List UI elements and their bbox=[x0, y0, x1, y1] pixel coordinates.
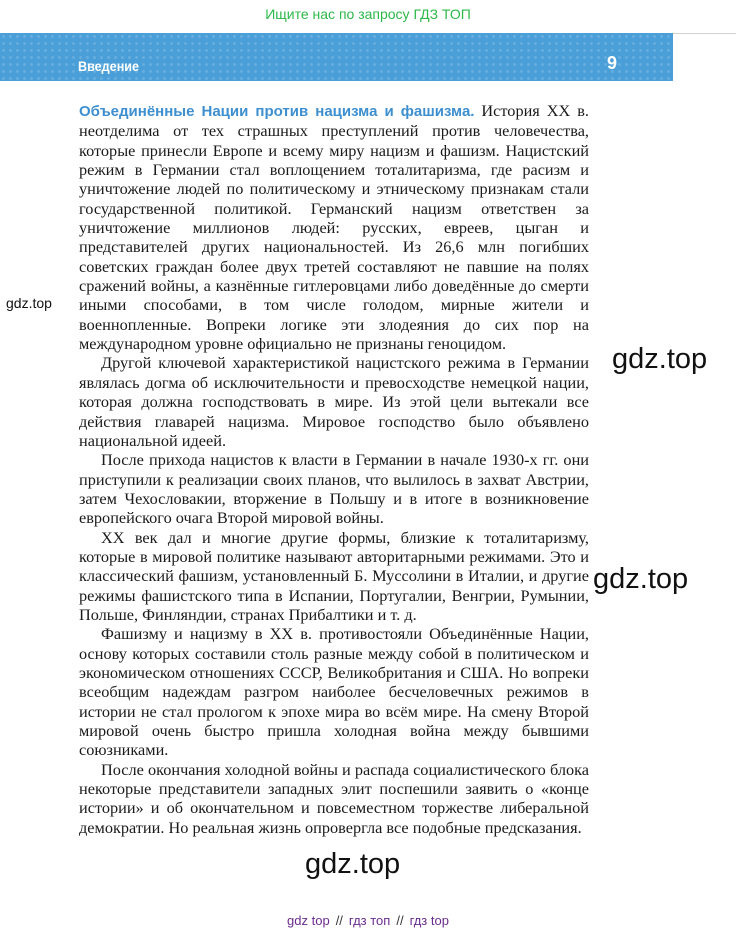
watermark: gdz.top bbox=[612, 343, 708, 375]
footer-separator: // bbox=[396, 913, 404, 928]
watermark: gdz.top bbox=[305, 848, 401, 880]
paragraph bbox=[79, 101, 589, 353]
watermark: gdz.top bbox=[6, 295, 52, 311]
search-hint-banner: Ищите нас по запросу ГДЗ ТОП bbox=[265, 6, 471, 22]
paragraph: Другой ключевой характеристикой нацистского режима в Германии являлась догма об исключительности и превосходстве немецкой нации, которая должна господствовать в мире. Из этой цели вытекали все действия главарей нацизма. Мировое господство было объявлено национальной идеей. bbox=[79, 353, 589, 450]
footer-link[interactable]: гдз top bbox=[409, 913, 449, 928]
paragraph: После прихода нацистов к власти в Германии в начале 1930-х гг. они приступили к реализации своих планов, что вылилось в захват Австрии, затем Чехословакии, вторжение в Польшу и в итоге в возникновение европейского очага Второй мировой войны. bbox=[79, 450, 589, 528]
footer-links bbox=[0, 913, 736, 928]
paragraph: XX век дал и многие другие формы, близкие к тоталитаризму, которые в мировой политике называют авторитарными режимами. Это и классический фашизм, установленный Б. Муссолини в Италии, и другие режимы фашистского типа в Испании, Португалии, Венгрии, Румынии, Польше, Финляндии, странах Прибалтики и т. д. bbox=[79, 527, 589, 624]
header-divider bbox=[673, 33, 736, 34]
paragraph-heading: Объединённые Нации против нацизма и фашизма. bbox=[79, 103, 475, 120]
footer-link[interactable]: гдз топ bbox=[348, 913, 391, 928]
page-number: 9 bbox=[607, 53, 618, 73]
footer-link[interactable]: gdz top bbox=[287, 913, 330, 928]
paragraph: После окончания холодной войны и распада социалистического блока некоторые представители западных элит поспешили заявить о «конце истории» и об окончательном и повсеместном торжестве либеральной демократии. Но реальная жизнь опровергла все подобные предсказания. bbox=[79, 759, 589, 837]
main-text bbox=[79, 101, 589, 837]
footer-separator: // bbox=[335, 913, 343, 928]
watermark: gdz.top bbox=[593, 563, 689, 595]
paragraph-text: История XX в. неотделима от тех страшных преступлений против человечества, которые принесли Европе и всему миру нацизм и фашизм. Нацистский режим в Германии стал воплощением тоталитаризма, где расизм и уничтожение людей по политическому и этническому признакам стали государственной политикой. Германский нацизм ответствен за уничтожение миллионов людей: русских, евреев, цыган и представителей других национальностей. Из 26,6 млн погибших советских граждан более двух третей составляют не павшие на полях сражений войны, а казнённые гитлеровцами либо доведённые до смерти иными способами, в том числе голодом, мирные жители и военнопленные. Вопреки логике эти злодеяния до сих пор на международном уровне официально не признаны геноцидом. bbox=[79, 101, 589, 354]
paragraph: Фашизму и нацизму в XX в. противостояли Объединённые Нации, основу которых составили столь разные между собой в политическом и экономическом отношениях СССР, Великобритания и США. Но вопреки всеобщим надеждам разгром наиболее бесчеловечных режимов в истории не стал прологом к эпохе мира во всём мире. На смену Второй мировой очень быстро пришла холодная война между бывшими союзниками. bbox=[79, 624, 589, 760]
section-title: Введение bbox=[78, 58, 140, 74]
